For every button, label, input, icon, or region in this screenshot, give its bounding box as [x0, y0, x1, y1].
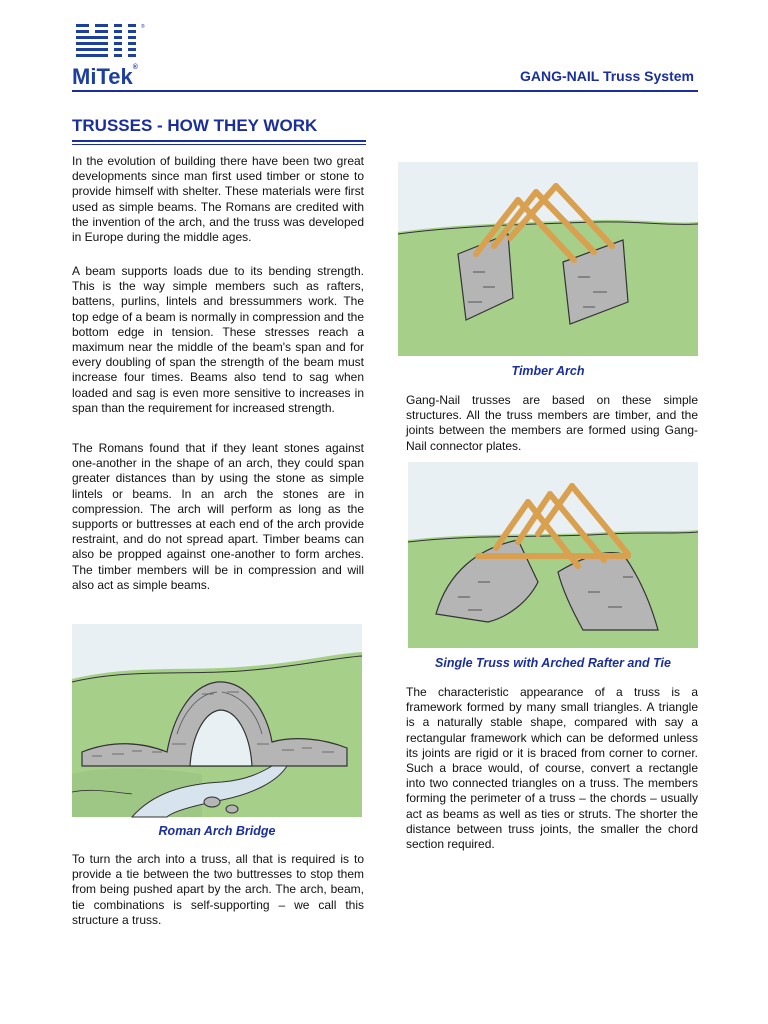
paragraph-beam: A beam supports loads due to its bending strength. This is the way simple members such as rafters, battens, purlins, lintels and bressummers work. The top edge of a beam is normally in compression and the bottom edge in tension. These stresses reach a maximum near the middle of the beam's span and for every doubling of span the strength of the beam must increase four times. Beams also tend to sag when loaded and sag is even more sensitive to increases in span than the requirement for increased strength.: [72, 264, 364, 415]
header-divider: [72, 90, 698, 92]
paragraph-evolution: In the evolution of building there have been two great developments since man first used timber or stone to provide himself with shelter. These materials were first used as simple beams. The Romans are credited with the invention of the arch, and the truss was developed in Europe during the middle ages.: [72, 154, 364, 245]
single-truss-image: [408, 462, 698, 648]
section-title: TRUSSES - HOW THEY WORK: [72, 116, 318, 135]
caption-single-truss: Single Truss with Arched Rafter and Tie: [435, 656, 671, 670]
title-underline-thin: [72, 144, 366, 145]
caption-roman-arch-bridge: Roman Arch Bridge: [158, 824, 276, 838]
header-title: GANG-NAIL Truss System: [519, 68, 694, 84]
title-underline: [72, 140, 366, 142]
paragraph-characteristic: The characteristic appearance of a truss is a framework formed by many small triangles. A triangle is a naturally stable shape, compared with say a rectangular framework which can be deformed unless its joints are rigid or it is braced from corner to corner. Such a brace would, of course, convert a rectangle into two connected triangles on a truss. The members forming the perimeter of a truss – the chords – usually act as beams as well as ties or struts. The shorter the distance between truss joints, the smaller the chord section required.: [406, 685, 698, 852]
timber-arch-image: [398, 162, 698, 356]
caption-timber-arch: Timber Arch: [511, 364, 585, 378]
svg-text:®: ®: [141, 24, 145, 30]
paragraph-romans: The Romans found that if they leant stones against one-another in the shape of an arch, they could span greater distances than by using the stone as simple lintels or beams. In an arch the stones are in compression. The arch will perform as long as the supports or buttresses at each end of the arch provide restraint, and do not spread apart. Timber beams can also be propped against one-another to form arches. The timber members will be in compression and will also act as simple beams.: [72, 441, 364, 592]
paragraph-gang-nail: Gang-Nail trusses are based on these simple structures. All the truss members are timber, and the joints between the members are formed using Gang-Nail connector plates.: [406, 393, 698, 453]
roman-arch-bridge-image: [72, 624, 362, 817]
mii-logo-mark-icon: [72, 22, 144, 66]
logo-wordmark: MiTek®: [72, 64, 138, 89]
mitek-logo: [72, 22, 145, 89]
paragraph-arch-into-truss: To turn the arch into a truss, all that is required is to provide a tie between the two buttresses to stop them from being pushed apart by the arch. The arch, beam, tie combinations is self-supporting – we call this structure a truss.: [72, 852, 364, 927]
